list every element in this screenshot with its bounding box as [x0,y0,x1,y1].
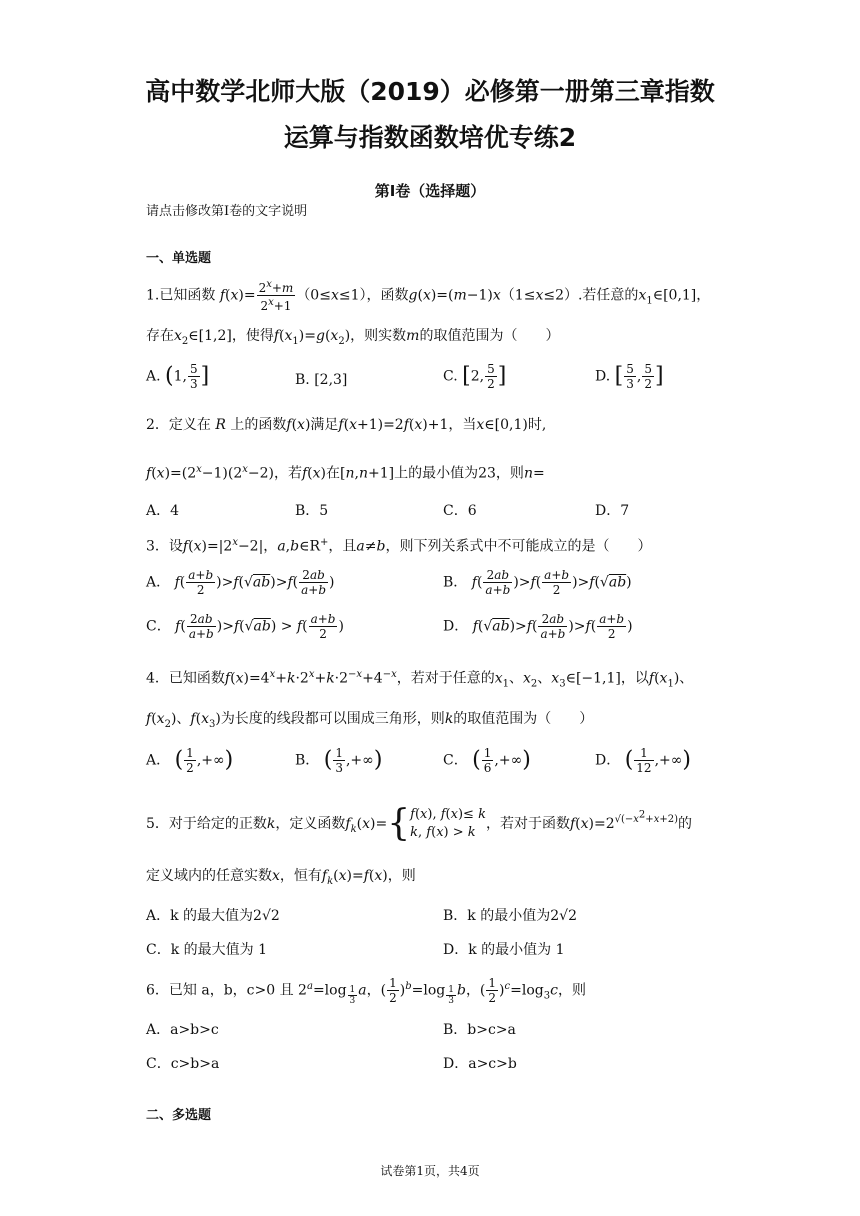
q3-option-a[interactable]: A． f( $\frac{a+b}{2}$ )>f(√ab)>f( $\frac{2ab}{a+b}$ ) [146,568,335,597]
q4-option-d[interactable]: D． ( $\frac{1}{12}$ ,+∞) [595,746,691,775]
q5-option-d[interactable]: D．k 的最小值为 1 [443,942,565,958]
page-footer: 试卷第1页，共4页 [380,1164,480,1178]
question-4-line2: $f(x_2)$、$f(x_3)$为长度的线段都可以围成三角形，则k的取值范围为（ ） [146,711,594,730]
q4-option-b[interactable]: B． ( $\frac{1}{3}$ ,+∞) [295,746,383,775]
volume-title: 第I卷（选择题） [374,182,486,200]
question-3-stem: 3．设$f(x)=|2^x-2|$，a,b∈R+，且a≠b，则下列关系式中不可能成立的是（ ） [146,537,652,555]
q6-option-c[interactable]: C．c>b>a [146,1056,220,1072]
q3-option-d[interactable]: D． f(√ab)>f( $\frac{2ab}{a+b}$ )>f( $\frac{a+b}{2}$ ) [443,612,633,641]
q2-option-d[interactable]: D．7 [595,503,630,519]
q2-option-b[interactable]: B．5 [295,503,329,519]
q6-option-d[interactable]: D．a>c>b [443,1056,517,1072]
page-title-line1: 高中数学北师大版（2019）必修第一册第三章指数 [145,77,715,106]
section-multiple-choice: 二、多选题 [146,1108,212,1123]
q2-option-c[interactable]: C．6 [443,503,477,519]
question-1-line2: 存在$x_2\in[1,2]$，使得$f(x_1)=g(x_2)$，则实数m的取值范围为（ ） [146,328,560,347]
question-4-line1: 4．已知函数$f(x)=4^x+k\cdot 2^x+k\cdot 2^{-x}+4^{-x}$，若对于任意的$x_1$、$x_2$、$x_3\in[-1,1]$，以$f(x_1)$、 [146,669,694,690]
question-2-line2: $f(x)=(2^x-1)(2^x-2)$，若f(x)在[n,n+1]上的最小值为23，则n= [146,464,545,482]
q5-option-c[interactable]: C．k 的最大值为 1 [146,942,268,958]
section-single-choice: 一、单选题 [146,251,212,266]
q1-option-b[interactable]: B. [2,3] [295,372,348,388]
page-title-line2: 运算与指数函数培优专练2 [283,123,577,152]
q1-option-a[interactable]: A. (1, $\frac{5}{3}$ ] [146,362,210,391]
q3-option-b[interactable]: B． f( $\frac{2ab}{a+b}$ )>f( $\frac{a+b}{2}$ )>f(√ab) [443,568,632,597]
q3-option-c[interactable]: C． f( $\frac{2ab}{a+b}$ )>f(√ab) > f( $\frac{a+b}{2}$ ) [146,612,344,641]
question-5-line1: 5．对于给定的正数k，定义函数$f_k(x)=\{f(x)$, f(x)≤ k k, f(x) > k，若对于函数$f(x)=2^{√(-x^2+x+2)}$的 [146,803,692,844]
q5-option-b[interactable]: B．k 的最小值为2√2 [443,908,577,924]
q1-option-c[interactable]: C. [2, $\frac{5}{2}$ ] [443,362,507,391]
q6-option-b[interactable]: B．b>c>a [443,1022,516,1038]
q1-option-d[interactable]: D. [ $\frac{5}{3}$ , $\frac{5}{2}$ ] [595,362,664,391]
q5-option-a[interactable]: A．k 的最大值为2√2 [146,908,280,924]
volume-note: 请点击修改第I卷的文字说明 [146,204,308,219]
question-2-line1: 2．定义在 R 上的函数f(x)满足f(x+1)=2f(x)+1，当x∈[0,1)时, [146,417,547,433]
question-1-line1: 1.已知函数 f(x)= $\frac{2^x+m}{2^x+1}$ （0≤x≤1），函数g(x)=(m−1)x（1≤x≤2）.若任意的$x_1\in[0,1]$， [146,279,711,313]
q2-option-a[interactable]: A．4 [146,503,180,519]
question-6-stem: 6．已知 a，b，c>0 且 $2^a=\log$ $_{\frac{1}{3}}$ a，( $\frac{1}{2}$ )$^b$=log $_{\frac{1}{3}}$ b，( $\frac{1}{2}$ )$^c=\log_3c$，则 [146,976,586,1007]
question-5-line2: 定义域内的任意实数x，恒有$f_k(x)=f(x)$，则 [146,868,416,887]
q6-option-a[interactable]: A．a>b>c [146,1022,219,1038]
q4-option-a[interactable]: A． ( $\frac{1}{2}$ ,+∞) [146,746,234,775]
q4-option-c[interactable]: C． ( $\frac{1}{6}$ ,+∞) [443,746,531,775]
